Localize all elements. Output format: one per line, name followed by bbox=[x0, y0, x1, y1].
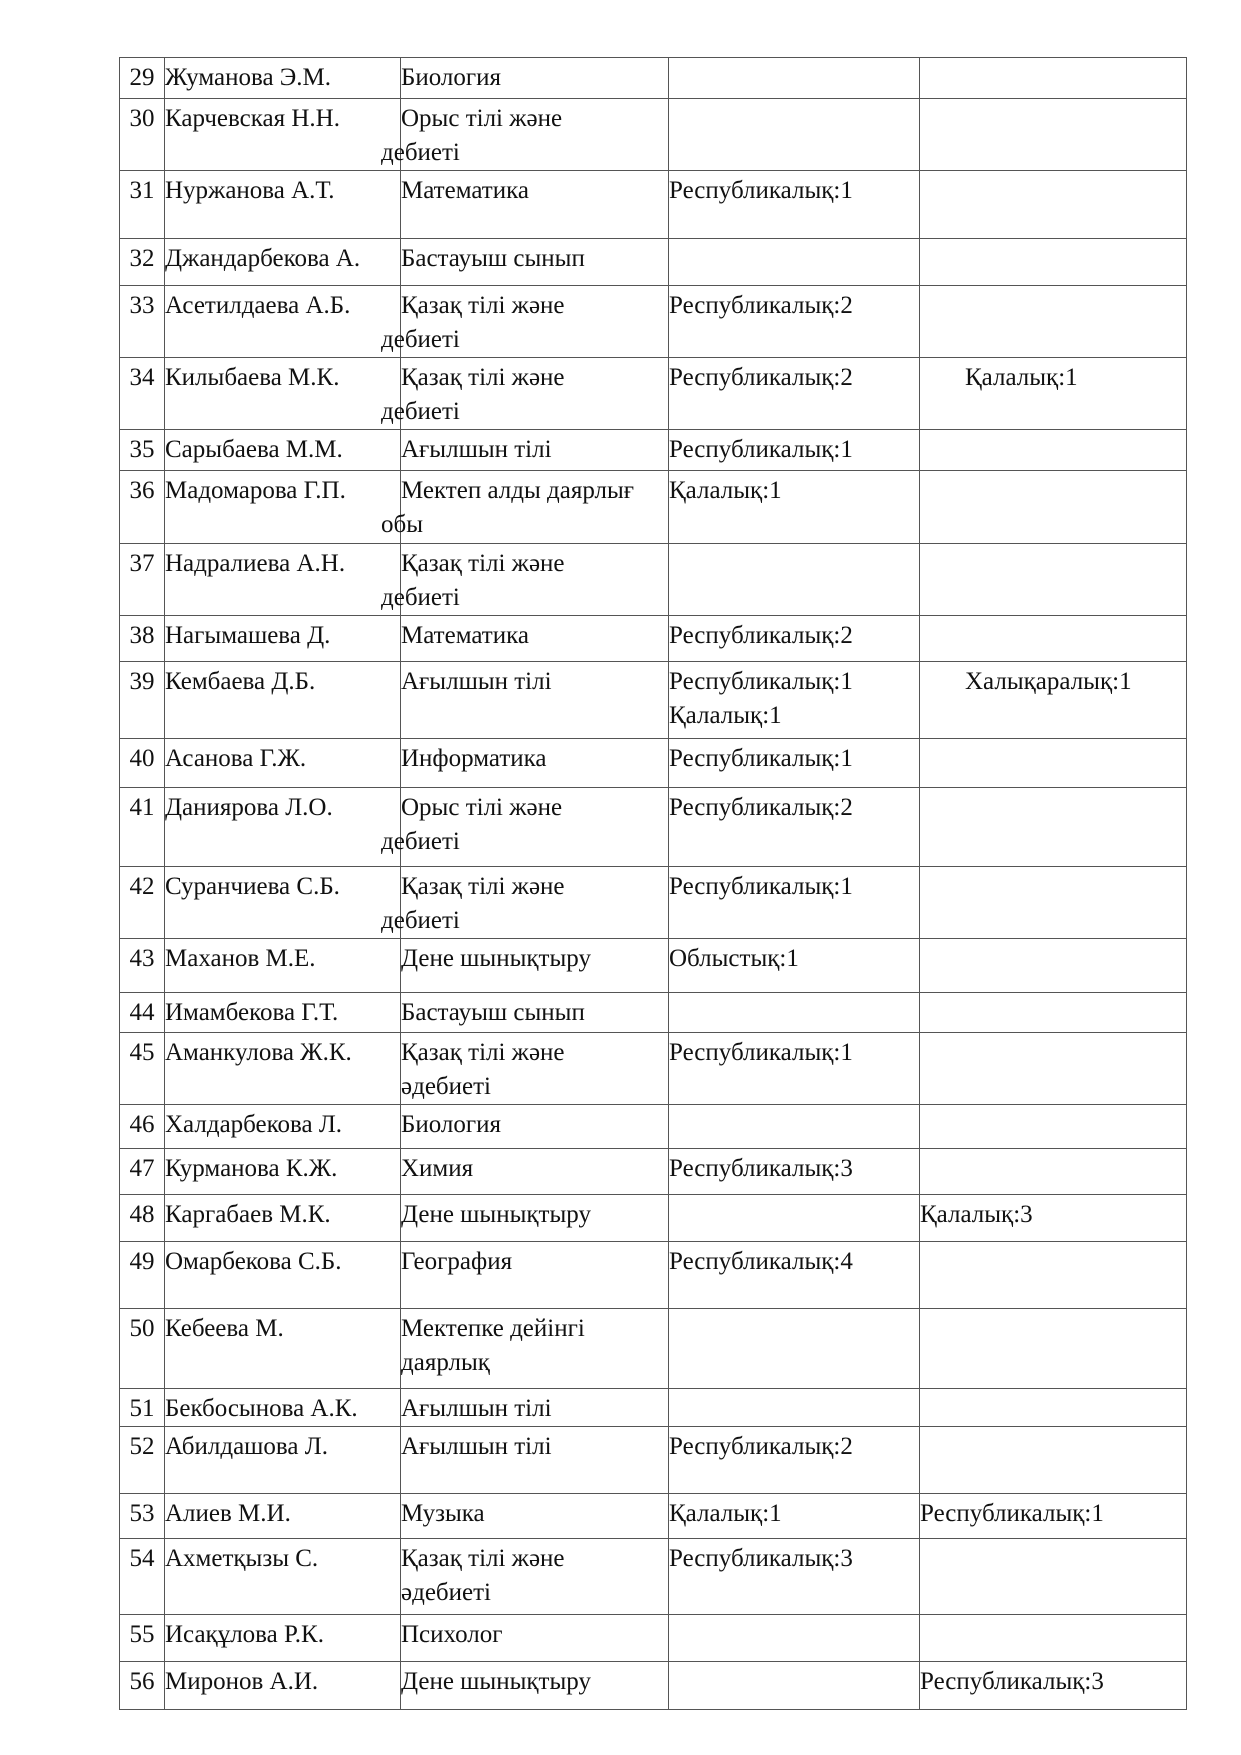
subject-text: География bbox=[401, 1248, 513, 1275]
subject-text: даярлық bbox=[401, 1349, 490, 1376]
row-number: 43 bbox=[120, 939, 165, 993]
award-secondary-cell bbox=[920, 171, 1187, 239]
subject-cell bbox=[401, 1195, 669, 1242]
award-primary-cell bbox=[669, 1427, 920, 1494]
award-primary-text: Республикалық:3 bbox=[669, 1545, 853, 1572]
teacher-name: Бекбосынова А.К. bbox=[165, 1389, 401, 1427]
subject-cell bbox=[401, 430, 669, 471]
teacher-name: Нуржанова А.Т. bbox=[165, 171, 401, 239]
subject-text: Бастауыш сынып bbox=[401, 999, 585, 1026]
table-row bbox=[120, 1149, 1187, 1195]
subject-cell bbox=[401, 1242, 669, 1309]
award-primary-text: Республикалық:2 bbox=[669, 292, 853, 319]
subject-text: Қазақ тілі және bbox=[401, 873, 565, 900]
award-primary-cell bbox=[669, 993, 920, 1033]
table-row bbox=[120, 58, 1187, 99]
table-row bbox=[120, 1539, 1187, 1615]
teacher-name: Карчевская Н.Н. bbox=[165, 99, 401, 171]
subject-cell bbox=[381, 867, 669, 939]
table-row bbox=[120, 544, 1187, 616]
row-number: 52 bbox=[120, 1427, 165, 1494]
award-secondary-cell bbox=[920, 58, 1187, 99]
subject-cell bbox=[381, 358, 669, 430]
teacher-name: Маханов М.Е. bbox=[165, 939, 401, 993]
award-primary-text: Республикалық:4 bbox=[669, 1248, 853, 1275]
subject-cell bbox=[381, 99, 669, 171]
award-primary-cell bbox=[669, 616, 920, 662]
subject-cell bbox=[381, 544, 669, 616]
award-primary-text: Республикалық:1 bbox=[669, 668, 853, 695]
row-number: 31 bbox=[120, 171, 165, 239]
award-secondary-cell bbox=[920, 1539, 1187, 1615]
subject-cell bbox=[401, 1149, 669, 1195]
award-secondary-cell bbox=[920, 939, 1187, 993]
award-primary-cell bbox=[669, 739, 920, 788]
subject-text: Ағылшын тілі bbox=[401, 436, 552, 463]
subject-text: обы bbox=[381, 511, 424, 538]
row-number: 39 bbox=[120, 662, 165, 739]
table-row bbox=[120, 616, 1187, 662]
subject-cell bbox=[401, 939, 669, 993]
table-row bbox=[120, 471, 1187, 544]
teacher-name: Кебеева М. bbox=[165, 1309, 401, 1389]
table-row bbox=[120, 239, 1187, 286]
award-primary-cell bbox=[669, 239, 920, 286]
subject-cell bbox=[401, 662, 669, 739]
teacher-name: Надралиева А.Н. bbox=[165, 544, 401, 616]
table-row bbox=[120, 1389, 1187, 1427]
table-row bbox=[120, 1309, 1187, 1389]
subject-cell bbox=[401, 1309, 669, 1389]
award-secondary-cell bbox=[920, 1615, 1187, 1662]
row-number: 30 bbox=[120, 99, 165, 171]
teacher-name: Алиев М.И. bbox=[165, 1494, 401, 1539]
teacher-name: Миронов А.И. bbox=[165, 1662, 401, 1710]
teacher-name: Килыбаева М.К. bbox=[165, 358, 401, 430]
teacher-name: Аманкулова Ж.К. bbox=[165, 1033, 401, 1105]
award-secondary-cell: Республикалық:1 bbox=[920, 1494, 1187, 1539]
teacher-name: Мадомарова Г.П. bbox=[165, 471, 401, 544]
subject-text: Дене шынықтыру bbox=[401, 1668, 591, 1695]
row-number: 34 bbox=[120, 358, 165, 430]
subject-text: Мектеп алды даярлығ bbox=[401, 477, 635, 504]
award-primary-text: Қалалық:1 bbox=[669, 477, 782, 504]
teacher-name: Асанова Г.Ж. bbox=[165, 739, 401, 788]
row-number: 47 bbox=[120, 1149, 165, 1195]
row-number: 55 bbox=[120, 1615, 165, 1662]
subject-text: дебиеті bbox=[381, 326, 460, 353]
table-row bbox=[120, 1195, 1187, 1242]
award-primary-text: Республикалық:1 bbox=[669, 873, 853, 900]
award-primary-cell bbox=[669, 1539, 920, 1615]
award-secondary-cell bbox=[920, 239, 1187, 286]
subject-text: Дене шынықтыру bbox=[401, 1201, 591, 1228]
award-secondary-cell bbox=[920, 739, 1187, 788]
teacher-name: Асетилдаева А.Б. bbox=[165, 286, 401, 358]
row-number: 48 bbox=[120, 1195, 165, 1242]
subject-text: дебиеті bbox=[381, 584, 460, 611]
teacher-name: Джандарбекова А. bbox=[165, 239, 401, 286]
subject-text: Қазақ тілі және bbox=[401, 1039, 565, 1066]
award-secondary-cell bbox=[920, 1149, 1187, 1195]
subject-text: Математика bbox=[401, 177, 529, 204]
row-number: 33 bbox=[120, 286, 165, 358]
award-secondary-cell bbox=[920, 867, 1187, 939]
subject-text: Қазақ тілі және bbox=[401, 1545, 565, 1572]
teacher-name: Суранчиева С.Б. bbox=[165, 867, 401, 939]
teacher-name: Каргабаев М.К. bbox=[165, 1195, 401, 1242]
table-row bbox=[120, 358, 1187, 430]
row-number: 45 bbox=[120, 1033, 165, 1105]
award-primary-text: Облыстық:1 bbox=[669, 945, 799, 972]
table-row bbox=[120, 939, 1187, 993]
subject-cell bbox=[401, 1427, 669, 1494]
award-primary-cell bbox=[669, 286, 920, 358]
subject-text: Биология bbox=[401, 1111, 502, 1138]
award-secondary-cell bbox=[920, 286, 1187, 358]
award-primary-cell bbox=[669, 939, 920, 993]
award-primary-cell bbox=[669, 662, 920, 739]
award-primary-cell bbox=[669, 1105, 920, 1149]
subject-cell bbox=[401, 58, 669, 99]
award-secondary-cell bbox=[920, 1389, 1187, 1427]
table-row bbox=[120, 1662, 1187, 1710]
subject-text: Биология bbox=[401, 64, 502, 91]
award-primary-cell bbox=[669, 471, 920, 544]
award-secondary-cell bbox=[920, 1033, 1187, 1105]
teacher-name: Кембаева Д.Б. bbox=[165, 662, 401, 739]
award-primary-cell bbox=[669, 1389, 920, 1427]
award-secondary-cell bbox=[920, 430, 1187, 471]
subject-text: дебиеті bbox=[381, 828, 460, 855]
subject-text: Қазақ тілі және bbox=[401, 364, 565, 391]
subject-text: Мектепке дейінгі bbox=[401, 1315, 585, 1342]
award-secondary-cell bbox=[920, 544, 1187, 616]
subject-cell bbox=[401, 1662, 669, 1710]
teacher-name: Исақұлова Р.К. bbox=[165, 1615, 401, 1662]
table-row bbox=[120, 662, 1187, 739]
table-row bbox=[120, 99, 1187, 171]
table-row bbox=[120, 1615, 1187, 1662]
row-number: 46 bbox=[120, 1105, 165, 1149]
teacher-name: Омарбекова С.Б. bbox=[165, 1242, 401, 1309]
award-primary-text: Республикалық:2 bbox=[669, 364, 853, 391]
subject-cell bbox=[401, 1105, 669, 1149]
award-primary-text: Республикалық:1 bbox=[669, 1039, 853, 1066]
award-primary-text: Қалалық:1 bbox=[669, 702, 782, 729]
teacher-name: Абилдашова Л. bbox=[165, 1427, 401, 1494]
teacher-name: Нагымашева Д. bbox=[165, 616, 401, 662]
subject-cell bbox=[381, 788, 669, 867]
table-row bbox=[120, 739, 1187, 788]
teacher-name: Даниярова Л.О. bbox=[165, 788, 401, 867]
subject-cell bbox=[381, 471, 669, 544]
teacher-name: Курманова К.Ж. bbox=[165, 1149, 401, 1195]
subject-cell bbox=[401, 1033, 669, 1105]
subject-text: әдебиеті bbox=[401, 1073, 491, 1100]
subject-text: Ағылшын тілі bbox=[401, 1395, 552, 1422]
subject-text: Орыс тілі және bbox=[401, 105, 563, 132]
table-row bbox=[120, 430, 1187, 471]
row-number: 37 bbox=[120, 544, 165, 616]
award-secondary-cell: Қалалық:3 bbox=[920, 1195, 1187, 1242]
table-row bbox=[120, 171, 1187, 239]
award-primary-text: Республикалық:1 bbox=[669, 745, 853, 772]
award-primary-cell bbox=[669, 867, 920, 939]
subject-text: Қазақ тілі және bbox=[401, 292, 565, 319]
award-secondary-cell bbox=[920, 788, 1187, 867]
award-secondary-cell bbox=[920, 99, 1187, 171]
subject-cell bbox=[401, 1539, 669, 1615]
subject-cell bbox=[401, 1494, 669, 1539]
award-secondary-cell bbox=[920, 616, 1187, 662]
subject-cell bbox=[401, 1389, 669, 1427]
award-primary-cell bbox=[669, 788, 920, 867]
award-secondary-cell bbox=[920, 1105, 1187, 1149]
award-secondary-cell bbox=[920, 1427, 1187, 1494]
table-row bbox=[120, 1494, 1187, 1539]
subject-text: Орыс тілі және bbox=[401, 794, 563, 821]
table-row bbox=[120, 993, 1187, 1033]
award-secondary-cell bbox=[920, 993, 1187, 1033]
subject-text: Математика bbox=[401, 622, 529, 649]
award-secondary-cell bbox=[920, 1309, 1187, 1389]
teacher-name: Имамбекова Г.Т. bbox=[165, 993, 401, 1033]
subject-cell bbox=[401, 739, 669, 788]
award-primary-cell bbox=[669, 358, 920, 430]
award-primary-cell bbox=[669, 1309, 920, 1389]
award-primary-text: Республикалық:1 bbox=[669, 177, 853, 204]
row-number: 29 bbox=[120, 58, 165, 99]
row-number: 56 bbox=[120, 1662, 165, 1710]
subject-cell bbox=[401, 171, 669, 239]
table-body bbox=[120, 58, 1187, 1710]
award-primary-cell bbox=[669, 1195, 920, 1242]
award-primary-text: Республикалық:2 bbox=[669, 622, 853, 649]
row-number: 42 bbox=[120, 867, 165, 939]
table-row bbox=[120, 867, 1187, 939]
award-secondary-cell bbox=[920, 471, 1187, 544]
award-primary-text: Қалалық:1 bbox=[669, 1500, 782, 1527]
table-row bbox=[120, 1242, 1187, 1309]
table-row bbox=[120, 788, 1187, 867]
subject-text: Психолог bbox=[401, 1621, 503, 1648]
award-primary-cell bbox=[669, 1494, 920, 1539]
award-primary-text: Республикалық:1 bbox=[669, 436, 853, 463]
award-primary-cell bbox=[669, 171, 920, 239]
teacher-name: Халдарбекова Л. bbox=[165, 1105, 401, 1149]
table-row bbox=[120, 286, 1187, 358]
subject-text: Дене шынықтыру bbox=[401, 945, 591, 972]
teacher-name: Жуманова Э.М. bbox=[165, 58, 401, 99]
table-row bbox=[120, 1427, 1187, 1494]
subject-text: Ағылшын тілі bbox=[401, 1433, 552, 1460]
row-number: 53 bbox=[120, 1494, 165, 1539]
award-primary-cell bbox=[669, 1242, 920, 1309]
teacher-name: Сарыбаева М.М. bbox=[165, 430, 401, 471]
award-secondary-cell bbox=[920, 1242, 1187, 1309]
row-number: 35 bbox=[120, 430, 165, 471]
subject-text: Информатика bbox=[401, 745, 547, 772]
subject-cell bbox=[401, 1615, 669, 1662]
award-secondary-cell: Республикалық:3 bbox=[920, 1662, 1187, 1710]
award-primary-text: Республикалық:2 bbox=[669, 1433, 853, 1460]
award-primary-cell bbox=[669, 99, 920, 171]
row-number: 50 bbox=[120, 1309, 165, 1389]
subject-text: Ағылшын тілі bbox=[401, 668, 552, 695]
row-number: 38 bbox=[120, 616, 165, 662]
table-row bbox=[120, 1105, 1187, 1149]
row-number: 41 bbox=[120, 788, 165, 867]
award-primary-cell bbox=[669, 1615, 920, 1662]
row-number: 44 bbox=[120, 993, 165, 1033]
teacher-awards-table bbox=[119, 57, 1187, 1710]
subject-cell bbox=[401, 616, 669, 662]
award-primary-cell bbox=[669, 544, 920, 616]
subject-cell bbox=[401, 239, 669, 286]
subject-text: Химия bbox=[401, 1155, 474, 1182]
row-number: 36 bbox=[120, 471, 165, 544]
subject-text: Бастауыш сынып bbox=[401, 245, 585, 272]
subject-cell bbox=[381, 286, 669, 358]
table-row bbox=[120, 1033, 1187, 1105]
award-secondary-cell: Халықаралық:1 bbox=[920, 662, 1187, 739]
subject-text: Қазақ тілі және bbox=[401, 550, 565, 577]
subject-text: дебиеті bbox=[381, 907, 460, 934]
row-number: 40 bbox=[120, 739, 165, 788]
row-number: 49 bbox=[120, 1242, 165, 1309]
award-primary-text: Республикалық:3 bbox=[669, 1155, 853, 1182]
award-primary-cell bbox=[669, 1662, 920, 1710]
subject-text: Музыка bbox=[401, 1500, 485, 1527]
award-primary-cell bbox=[669, 1033, 920, 1105]
row-number: 51 bbox=[120, 1389, 165, 1427]
subject-text: дебиеті bbox=[381, 139, 460, 166]
subject-text: әдебиеті bbox=[401, 1579, 491, 1606]
teacher-name: Ахметқызы С. bbox=[165, 1539, 401, 1615]
award-primary-cell bbox=[669, 430, 920, 471]
subject-cell bbox=[401, 993, 669, 1033]
subject-text: дебиеті bbox=[381, 398, 460, 425]
award-secondary-cell: Қалалық:1 bbox=[920, 358, 1187, 430]
award-primary-cell bbox=[669, 1149, 920, 1195]
award-primary-text: Республикалық:2 bbox=[669, 794, 853, 821]
row-number: 54 bbox=[120, 1539, 165, 1615]
row-number: 32 bbox=[120, 239, 165, 286]
award-primary-cell bbox=[669, 58, 920, 99]
